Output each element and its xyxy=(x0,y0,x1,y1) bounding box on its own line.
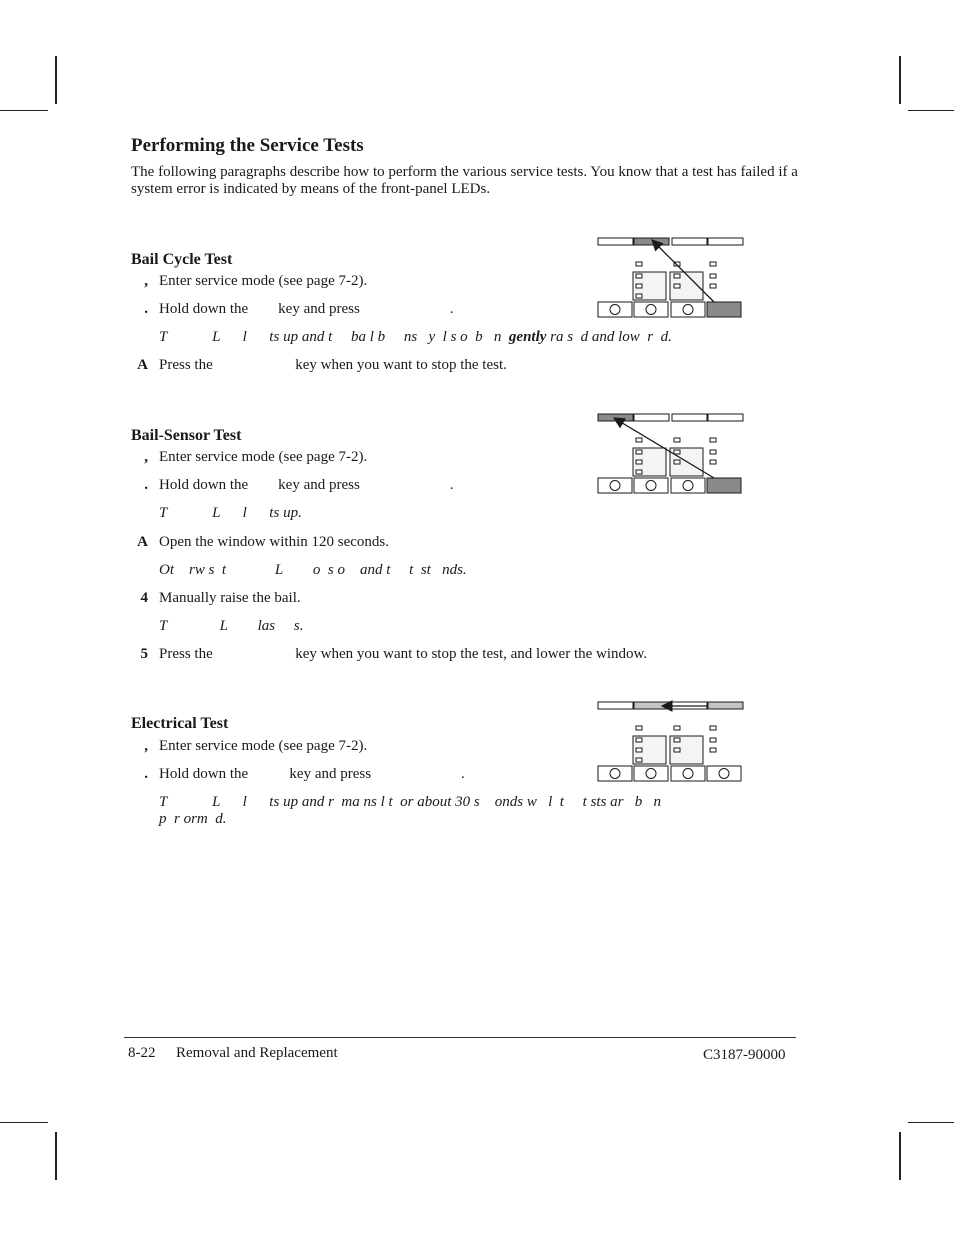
step-text: Hold down the key and press . xyxy=(159,301,454,317)
crop-mark-top-right-h xyxy=(908,110,954,111)
step-text: Open the window within 120 seconds. xyxy=(159,534,389,550)
button-circle-icon xyxy=(646,769,656,779)
led-icon xyxy=(674,438,680,442)
step-text: Press the key when you want to stop the test. xyxy=(159,357,507,373)
note-emphasis: gently xyxy=(508,329,547,345)
led-icon xyxy=(710,438,716,442)
led-icon xyxy=(710,262,716,266)
led-icon xyxy=(710,738,716,742)
button-circle-icon xyxy=(610,769,620,779)
panel-button xyxy=(707,478,741,493)
step-marker: 4 xyxy=(140,590,148,606)
panel-button xyxy=(707,302,741,317)
panel-indicator-top xyxy=(598,702,633,709)
crop-mark-bottom-left-h xyxy=(0,1122,48,1123)
led-icon xyxy=(636,460,642,464)
led-icon xyxy=(674,460,680,464)
led-icon xyxy=(636,450,642,454)
electrical-panel xyxy=(596,700,746,782)
step-note: T L l ts up and r ma ns l t or about 30 s onds w l t t sts ar b n xyxy=(159,794,662,810)
led-icon xyxy=(636,758,642,762)
bail-sensor-panel xyxy=(596,412,746,494)
step-note xyxy=(159,329,672,346)
step-text: Hold down the key and press . xyxy=(159,477,454,493)
led-icon xyxy=(674,450,680,454)
step-text: Enter service mode (see page 7-2). xyxy=(159,273,368,289)
footer-doc-id: C3187-90000 xyxy=(703,1047,786,1063)
led-icon xyxy=(674,748,680,752)
led-icon xyxy=(636,294,642,298)
button-circle-icon xyxy=(610,305,620,315)
button-circle-icon xyxy=(646,305,656,315)
led-icon xyxy=(674,284,680,288)
panel-indicator-top xyxy=(598,414,633,421)
footer-rule xyxy=(124,1037,796,1038)
step-text: Manually raise the bail. xyxy=(159,590,301,606)
step-text: Enter service mode (see page 7-2). xyxy=(159,738,368,754)
step-text: Press the key when you want to stop the test, and lower the window. xyxy=(159,646,648,662)
section-heading-electrical: Electrical Test xyxy=(131,715,229,732)
step-marker: 5 xyxy=(140,646,148,662)
led-icon xyxy=(710,284,716,288)
section-heading-bail-sensor: Bail-Sensor Test xyxy=(131,427,242,444)
button-circle-icon xyxy=(683,481,693,491)
page-title: Performing the Service Tests xyxy=(131,135,364,156)
led-icon xyxy=(636,262,642,266)
led-icon xyxy=(710,726,716,730)
crop-mark-bottom-right-v xyxy=(899,1132,901,1180)
step-note: T L l ts up. xyxy=(159,505,302,521)
led-icon xyxy=(674,726,680,730)
panel-indicator-top xyxy=(708,414,743,421)
panel-indicator-top xyxy=(634,414,669,421)
intro-paragraph: The following paragraphs describe how to perform the various service tests. You know that a test has failed if a system error is indicated by means of the front-panel LEDs. xyxy=(131,164,798,197)
button-circle-icon xyxy=(683,769,693,779)
button-circle-icon xyxy=(646,481,656,491)
led-icon xyxy=(710,748,716,752)
led-icon xyxy=(674,274,680,278)
panel-indicator-top xyxy=(672,238,707,245)
crop-mark-bottom-left-v xyxy=(55,1132,57,1180)
step-text: Hold down the key and press . xyxy=(159,766,465,782)
footer-page-number: 8-22 xyxy=(128,1045,156,1061)
led-icon xyxy=(636,748,642,752)
panel-indicator-top xyxy=(634,238,669,245)
step-marker: , xyxy=(144,449,148,465)
step-marker: , xyxy=(144,273,148,289)
step-marker: . xyxy=(144,301,148,317)
led-icon xyxy=(636,438,642,442)
note-text: ra s d and low r d. xyxy=(546,329,672,345)
led-icon xyxy=(636,726,642,730)
button-circle-icon xyxy=(683,305,693,315)
note-text: T L l ts up and t ba l b ns y l s o b n xyxy=(159,329,509,345)
step-note: T L las s. xyxy=(159,618,304,634)
crop-mark-top-left-v xyxy=(55,56,57,104)
footer-chapter: Removal and Replacement xyxy=(176,1045,338,1061)
led-icon xyxy=(636,738,642,742)
step-marker: . xyxy=(144,766,148,782)
crop-mark-top-left-h xyxy=(0,110,48,111)
led-icon xyxy=(674,738,680,742)
panel-indicator-top xyxy=(708,702,743,709)
crop-mark-bottom-right-h xyxy=(908,1122,954,1123)
button-circle-icon xyxy=(610,481,620,491)
led-icon xyxy=(636,470,642,474)
step-text: Enter service mode (see page 7-2). xyxy=(159,449,368,465)
panel-indicator-top xyxy=(708,238,743,245)
led-icon xyxy=(710,274,716,278)
step-marker: . xyxy=(144,477,148,493)
step-marker: , xyxy=(144,738,148,754)
section-heading-bail-cycle: Bail Cycle Test xyxy=(131,251,233,268)
panel-indicator-top xyxy=(598,238,633,245)
step-note: p r orm d. xyxy=(159,811,227,827)
step-marker: A xyxy=(137,534,148,550)
led-icon xyxy=(636,284,642,288)
led-icon xyxy=(636,274,642,278)
crop-mark-top-right-v xyxy=(899,56,901,104)
led-icon xyxy=(710,450,716,454)
button-circle-icon xyxy=(719,769,729,779)
step-marker: A xyxy=(137,357,148,373)
step-note: Ot rw s t L o s o and t t st nds. xyxy=(159,562,467,578)
led-icon xyxy=(710,460,716,464)
panel-indicator-top xyxy=(672,414,707,421)
bail-cycle-panel xyxy=(596,236,746,318)
